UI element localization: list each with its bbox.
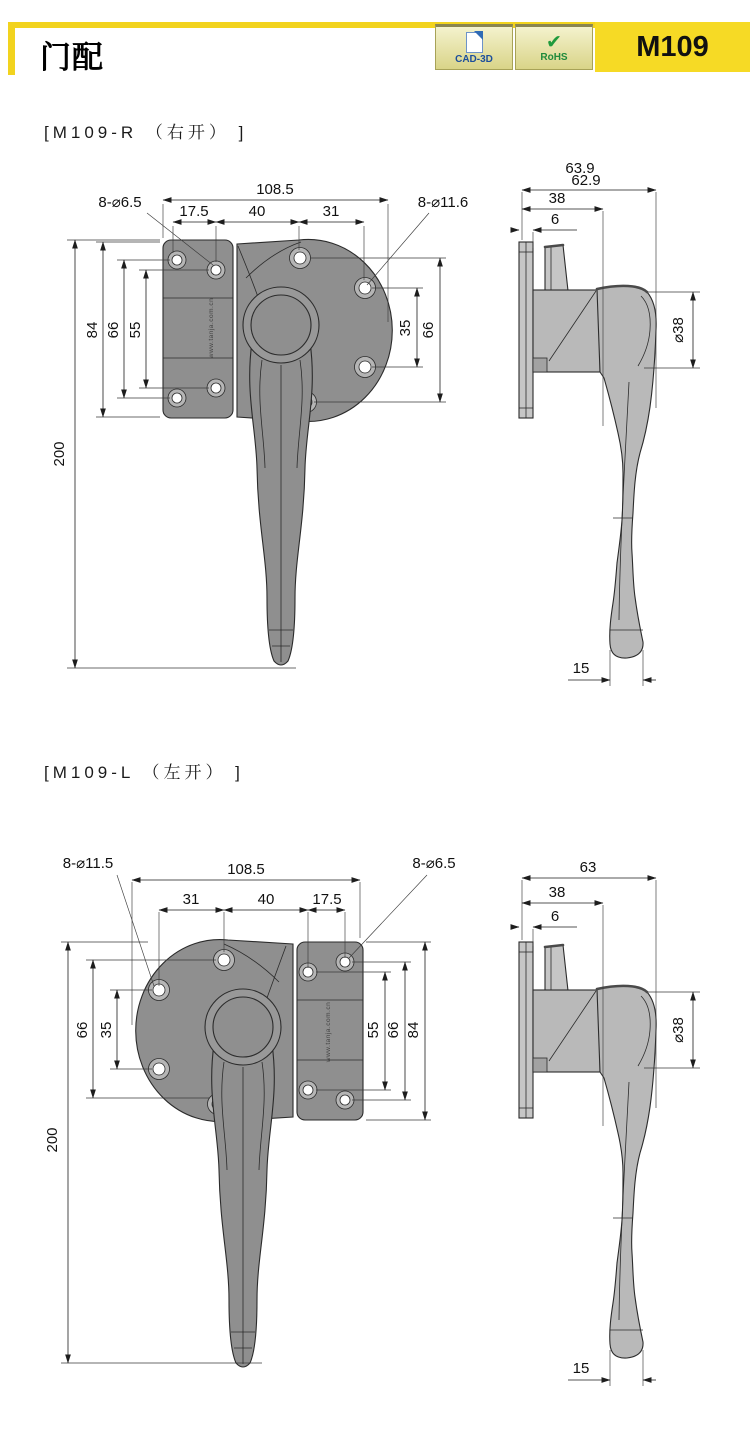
dim-flange-width: 38 <box>548 190 566 207</box>
cad-badge-label: CAD-3D <box>455 53 493 65</box>
drawing-m109-r <box>0 160 750 720</box>
page-title: 门配 <box>40 40 104 75</box>
front-view-left-part <box>136 940 363 1367</box>
dim-span-left-outer: 66 <box>74 1021 91 1039</box>
dim-pitch-b: 40 <box>257 891 275 908</box>
dim-flange-width: 38 <box>548 884 566 901</box>
dim-grip-diameter: ⌀38 <box>670 317 687 343</box>
dim-depth-a: 63 <box>579 859 597 876</box>
front-view-right-part <box>163 239 392 665</box>
dim-grip-diameter: ⌀38 <box>670 1017 687 1043</box>
checkmark-icon: ✔ <box>546 31 562 53</box>
dim-holes-small: 8-⌀6.5 <box>98 194 142 211</box>
dim-pitch-a: 31 <box>182 891 200 908</box>
dim-depth-b: 62.9 <box>571 172 601 189</box>
dim-pitch-a: 17.5 <box>179 203 209 220</box>
watermark-text: www.tanja.com.cn <box>208 297 215 359</box>
dim-span-right-inner: 35 <box>397 319 414 337</box>
dim-holes-small: 8-⌀6.5 <box>412 855 456 872</box>
watermark-text: www.tanja.com.cn <box>325 1001 332 1063</box>
cad-3d-badge <box>435 24 513 70</box>
dim-flange-thickness: 6 <box>550 908 560 925</box>
rohs-badge <box>515 24 593 70</box>
dim-span-inner: 55 <box>127 321 144 339</box>
dim-depth-a: 63.9 <box>565 160 595 177</box>
page-header <box>8 22 750 75</box>
section-label-left-hand: [M109-L （左开） ] <box>44 763 244 782</box>
dim-height-total: 200 <box>51 441 68 467</box>
side-view-right-part <box>519 242 656 658</box>
header-right-group <box>435 22 750 72</box>
dim-span-inner: 55 <box>365 1021 382 1039</box>
section-label-right-hand: [M109-R （右开） ] <box>44 123 248 142</box>
model-number: M109 <box>595 22 750 72</box>
dim-plate-height: 84 <box>84 321 101 339</box>
header-left-rule <box>8 22 15 75</box>
side-view-left-part <box>519 942 656 1358</box>
dim-span-outer: 66 <box>385 1021 402 1039</box>
dim-span-outer: 66 <box>105 321 122 339</box>
side-view-right-dimensions <box>511 160 700 686</box>
dim-overall-width: 108.5 <box>256 181 294 198</box>
dim-pitch-b: 40 <box>248 203 266 220</box>
dim-plate-height: 84 <box>405 1021 422 1039</box>
drawing-m109-l <box>0 840 750 1410</box>
side-view-left-dimensions <box>511 859 700 1386</box>
dim-pitch-c: 31 <box>322 203 340 220</box>
dim-height-total: 200 <box>44 1127 61 1153</box>
dim-span-right-outer: 66 <box>420 321 437 339</box>
dim-holes-large: 8-⌀11.5 <box>62 855 114 872</box>
dim-overall-width: 108.5 <box>227 861 265 878</box>
dim-holes-large: 8-⌀11.6 <box>417 194 469 211</box>
cad-document-icon <box>466 32 483 53</box>
dim-flange-thickness: 6 <box>550 211 560 228</box>
dim-span-left-inner: 35 <box>98 1021 115 1039</box>
dim-tip-width: 15 <box>572 1360 590 1377</box>
dim-tip-width: 15 <box>572 660 590 677</box>
rohs-badge-label: RoHS <box>540 51 568 63</box>
dim-pitch-c: 17.5 <box>312 891 342 908</box>
